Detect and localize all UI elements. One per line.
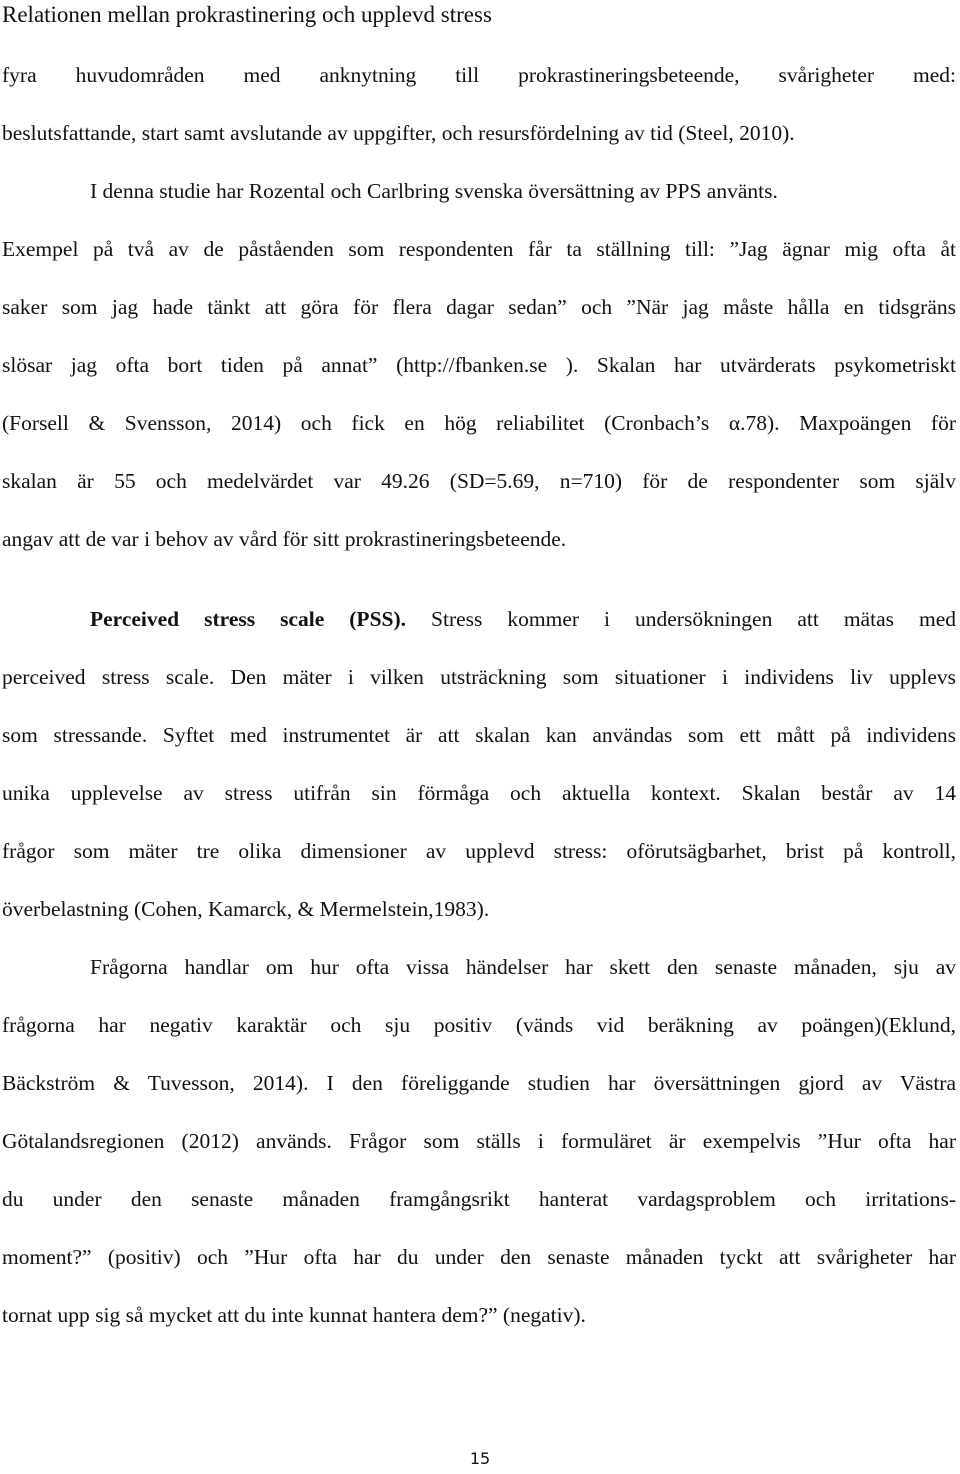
body-line: tornat upp sig så mycket att du inte kunnat hantera dem?” (negativ). [2, 1303, 586, 1327]
body-line: slösar jag ofta bort tiden på annat” (http://fbanken.se ). Skalan har utvärderats psykometriskt [2, 353, 956, 377]
body-line: Götalandsregionen (2012) används. Frågor som ställs i formuläret är exempelvis ”Hur ofta har [2, 1129, 956, 1153]
section-heading-line [90, 604, 956, 634]
body-line: unika upplevelse av stress utifrån sin förmåga och aktuella kontext. Skalan består av 14 [2, 781, 956, 805]
body-line: angav att de var i behov av vård för sitt prokrastineringsbeteende. [2, 527, 567, 551]
body-line: Exempel på två av de påståenden som respondenten får ta ställning till: ”Jag ägnar mig ofta åt [2, 237, 956, 261]
body-line: frågor som mäter tre olika dimensioner av upplevd stress: oförutsägbarhet, brist på kontroll, [2, 839, 956, 863]
body-line: du under den senaste månaden framgångsrikt hanterat vardagsproblem och irritations- [2, 1187, 956, 1211]
body-line: (Forsell & Svensson, 2014) och fick en hög reliabilitet (Cronbach’s α.78). Maxpoängen för [2, 411, 956, 435]
body-line: överbelastning (Cohen, Kamarck, & Mermelstein,1983). [2, 897, 490, 921]
page-number: 15 [469, 1449, 491, 1468]
body-text: Stress kommer i undersökningen att mätas med [431, 607, 956, 631]
body-line: Bäckström & Tuvesson, 2014). I den föreliggande studien har översättningen gjord av Västra [2, 1071, 956, 1095]
body-line: skalan är 55 och medelvärdet var 49.26 (SD=5.69, n=710) för de respondenter som själv [2, 469, 956, 493]
body-line: Frågorna handlar om hur ofta vissa händelser har skett den senaste månaden, sju av [90, 955, 956, 979]
body-line: moment?” (positiv) och ”Hur ofta har du under den senaste månaden tyckt att svårigheter har [2, 1245, 956, 1269]
running-header: Relationen mellan prokrastinering och upplevd stress [2, 2, 492, 27]
body-line: perceived stress scale. Den mäter i vilken utsträckning som situationer i individens liv upplevs [2, 665, 956, 689]
body-line: frågorna har negativ karaktär och sju positiv (vänds vid beräkning av poängen)(Eklund, [2, 1013, 956, 1037]
body-line: saker som jag hade tänkt att göra för flera dagar sedan” och ”När jag måste hålla en tidsgräns [2, 295, 956, 319]
section-heading: Perceived stress scale (PSS). [90, 607, 407, 631]
body-line: fyra huvudområden med anknytning till prokrastineringsbeteende, svårigheter med: [2, 63, 956, 87]
body-line: I denna studie har Rozental och Carlbring svenska översättning av PPS använts. [90, 179, 778, 203]
body-line: beslutsfattande, start samt avslutande av uppgifter, och resursfördelning av tid (Steel, 2010). [2, 121, 795, 145]
body-line: som stressande. Syftet med instrumentet är att skalan kan användas som ett mått på individens [2, 723, 956, 747]
